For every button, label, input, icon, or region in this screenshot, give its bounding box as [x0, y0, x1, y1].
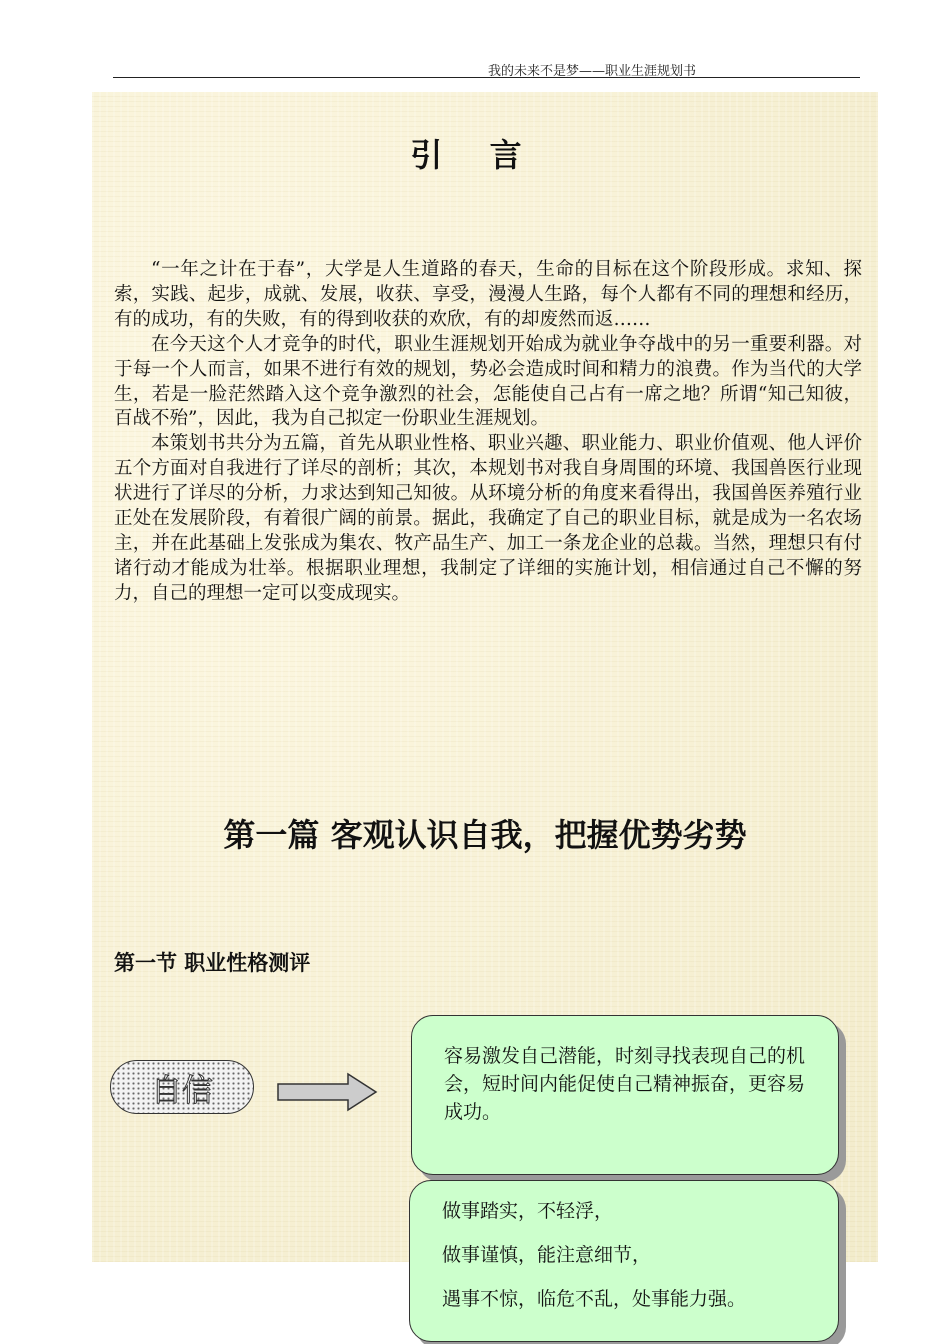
- trait-behavior-card: [409, 1180, 839, 1342]
- chapter-title: 第一篇 客观认识自我，把握优势劣势: [223, 816, 747, 854]
- intro-paragraph: “一年之计在于春”，大学是人生道路的春天，生命的目标在这个阶段形成。求知、探索，实践、起步，成就、发展，收获、享受，漫漫人生路，每个人都有不同的理想和经历，有的成功，有的失败，有的得到收获的欢欣，有的却废然而返……: [114, 259, 862, 330]
- trait-description-card: [411, 1015, 839, 1175]
- trait-pill: [110, 1060, 254, 1114]
- card-text: 容易激发自己潜能，时刻寻找表现自己的机会，短时间内能促使自己精神振奋，更容易成功。: [444, 1045, 806, 1123]
- section-title: 第一节 职业性格测评: [114, 951, 311, 975]
- right-arrow-icon: [276, 1072, 380, 1112]
- card-line: 做事踏实，不轻浮，: [442, 1200, 614, 1222]
- header-rule: [113, 77, 860, 78]
- intro-body: [114, 258, 862, 607]
- trait-label: 自信: [151, 1072, 213, 1109]
- intro-title: 引 言: [410, 136, 540, 174]
- card-line: 做事谨慎，能注意细节，: [442, 1244, 652, 1266]
- intro-paragraph: 在今天这个人才竞争的时代，职业生涯规划开始成为就业争夺战中的另一重要利器。对于每一个人而言，如果不进行有效的规划，势必会造成时间和精力的浪费。作为当代的大学生，若是一脸茫然踏入这个竞争激烈的社会，怎能使自己占有一席之地？所谓“知己知彼，百战不殆”，因此，我为自己拟定一份职业生涯规划。: [114, 333, 862, 430]
- intro-paragraph: 本策划书共分为五篇，首先从职业性格、职业兴趣、职业能力、职业价值观、他人评价五个方面对自我进行了详尽的剖析；其次，本规划书对我自身周围的环境、我国兽医行业现状进行了详尽的分析，力求达到知己知彼。从环境分析的角度来看得出，我国兽医养殖行业正处在发展阶段，有着很广阔的前景。据此，我确定了自己的职业目标，就是成为一名农场主，并在此基础上发张成为集农、牧产品生产、加工一条龙企业的总裁。当然，理想只有付诸行动才能成为壮举。根据职业理想，我制定了详细的实施计划，相信通过自己不懈的努力，自己的理想一定可以变成现实。: [114, 433, 862, 604]
- card-line: 遇事不惊，临危不乱，处事能力强。: [442, 1288, 747, 1310]
- running-header: 我的未来不是梦——职业生涯规划书: [488, 64, 697, 79]
